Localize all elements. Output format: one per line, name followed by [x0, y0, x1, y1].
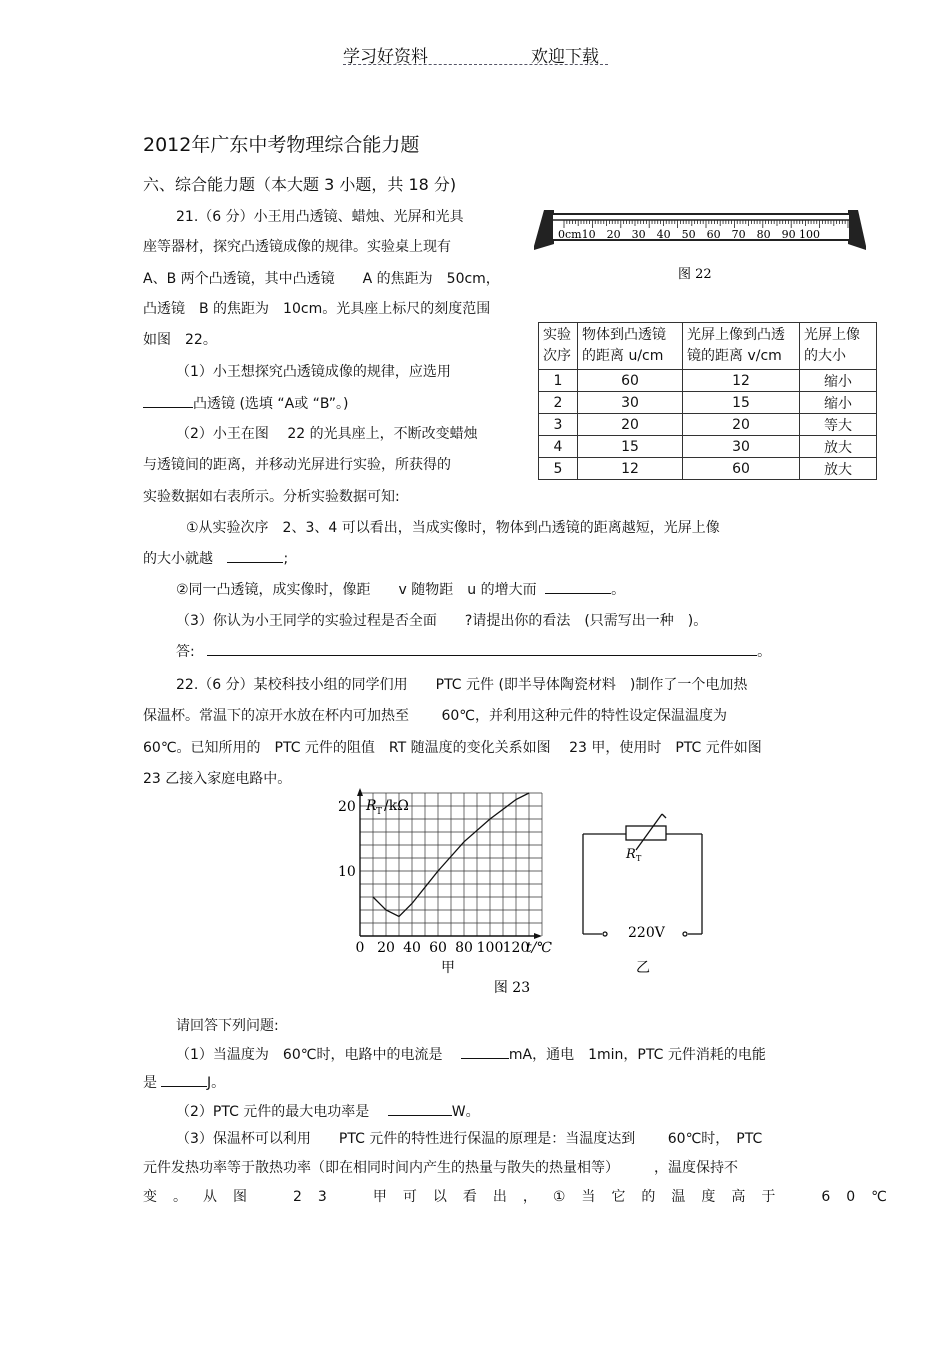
q21-conclusion1-line1: ①从实验次序 2、3、4 可以看出，当成实像时，物体到凸透镜的距离越短，光屏上像 — [186, 520, 720, 536]
y-tick-label: 20 — [338, 799, 356, 815]
q21-part2-line: 与透镜间的距离，并移动光屏进行实验，所获得的 — [143, 457, 451, 473]
q21-c1-text: 的大小就越 — [143, 551, 213, 567]
table-header-cell: 光屏上像到凸透 镜的距离 v/cm — [683, 323, 800, 370]
q22-sub2 — [176, 1101, 480, 1121]
q21-c2-text: ②同一凸透镜，成实像时，像距 v 随物距 u 的增大而 — [176, 582, 537, 598]
q21-conclusion1-line2 — [143, 548, 288, 568]
x-tick-label: 80 — [455, 940, 473, 956]
y-axis-subscript: T — [376, 807, 383, 817]
q21-c1-end: ; — [283, 551, 289, 567]
resistor-subscript: T — [636, 854, 642, 863]
graph-caption: 甲 — [441, 960, 455, 976]
x-tick-label: 40 — [403, 940, 421, 956]
figure22-caption: 图 22 — [678, 267, 712, 282]
x-tick-label: 100 — [476, 940, 504, 956]
q21-line: 凸透镜 B 的焦距为 10cm。光具座上标尺的刻度范围 — [143, 301, 491, 317]
voltage-label: 220V — [628, 925, 665, 941]
answer-end: 。 — [757, 644, 772, 660]
q21-line: 21.（6 分）小王用凸透镜、蜡烛、光屏和光具 — [176, 209, 464, 225]
q22-sub3-line3: 变。从图 23 甲可以看出，①当它的温度高于 60℃ — [143, 1189, 903, 1205]
resistor-label: R — [626, 847, 636, 862]
q22-sub1 — [176, 1044, 766, 1064]
q22-s1-end: J。 — [207, 1075, 226, 1091]
q21-part1-text: 凸透镜 (选填 “A或 “B”。) — [193, 396, 349, 412]
q22-line: 保温杯。常温下的凉开水放在杯内可加热至 60℃，并利用这种元件的特性设定保温温度为 — [143, 708, 727, 724]
q22-sub1-line2 — [143, 1072, 225, 1092]
q21-part2-line: 实验数据如右表所示。分析实验数据可知: — [143, 489, 400, 505]
x-tick-label: 120 — [502, 940, 530, 956]
x-tick-label: 20 — [377, 940, 395, 956]
answer-blank[interactable] — [461, 1044, 509, 1059]
header-right: 欢迎下载 — [531, 47, 599, 67]
table-header-cell: 实验 次序 — [539, 323, 578, 370]
q22-line: 60℃。已知所用的 PTC 元件的阻值 RT 随温度的变化关系如图 23 甲，使用时 PTC 元件如图 — [143, 740, 762, 756]
y-axis-label: R — [366, 798, 377, 814]
table-header-cell: 物体到凸透镜 的距离 u/cm — [578, 323, 683, 370]
x-tick-label: 60 — [429, 940, 447, 956]
table-header-cell: 光屏上像 的大小 — [800, 323, 877, 370]
q22-s2-text: （2）PTC 元件的最大电功率是 — [176, 1104, 370, 1120]
q22-prompt: 请回答下列问题: — [176, 1018, 279, 1034]
section-heading: 六、综合能力题（本大题 3 小题，共 18 分) — [143, 175, 457, 194]
figure23-caption: 图 23 — [493, 980, 531, 996]
circuit-caption: 乙 — [636, 960, 650, 976]
figure23 — [330, 786, 730, 1001]
rt-graph — [338, 788, 552, 976]
answer-blank[interactable] — [143, 393, 193, 408]
table-row: 4 15 30 放大 — [539, 436, 877, 458]
answer-blank[interactable] — [388, 1101, 452, 1116]
q21-part1-line2 — [143, 393, 348, 413]
answer-label: 答: — [176, 644, 195, 660]
answer-blank[interactable] — [545, 579, 611, 594]
q22-sub3-line1: （3）保温杯可以利用 PTC 元件的特性进行保温的原理是：当温度达到 60℃时， PTC — [176, 1131, 763, 1147]
q21-answer-line — [176, 641, 771, 661]
x-tick-label: 0 — [355, 940, 365, 956]
experiment-table — [538, 322, 877, 480]
y-tick-label: 10 — [338, 864, 356, 880]
table-row: 3 20 20 等大 — [539, 414, 877, 436]
answer-blank[interactable] — [227, 548, 283, 563]
optical-bench-figure — [530, 200, 870, 290]
q21-line: 如图 22。 — [143, 332, 217, 348]
ruler-scale-label: 0cm10 20 30 40 50 60 70 80 90 100 — [558, 228, 821, 241]
table-row: 1 60 12 缩小 — [539, 370, 877, 392]
q21-part2-line: （2）小王在图 22 的光具座上，不断改变蜡烛 — [176, 426, 478, 442]
answer-blank[interactable] — [161, 1072, 207, 1087]
header-left: 学习好资料 — [343, 47, 428, 67]
x-axis-label: t/℃ — [526, 940, 553, 956]
page-title: 2012年广东中考物理综合能力题 — [143, 134, 420, 156]
q21-line: A、B 两个凸透镜，其中凸透镜 A 的焦距为 50cm， — [143, 271, 500, 287]
q21-c2-end: 。 — [611, 582, 626, 598]
q22-s1-text2: mA，通电 1min，PTC 元件消耗的电能 — [508, 1047, 766, 1063]
q22-s2-end: W。 — [451, 1104, 480, 1120]
answer-blank[interactable] — [207, 641, 757, 656]
y-axis-unit: /kΩ — [384, 798, 409, 814]
table-row: 5 12 60 放大 — [539, 458, 877, 480]
circuit-diagram — [583, 814, 702, 936]
q22-s1-text3: 是 — [143, 1075, 157, 1091]
q21-part1-line1: （1）小王想探究凸透镜成像的规律，应选用 — [176, 364, 451, 380]
q21-conclusion2 — [176, 579, 625, 599]
q21-part3: （3）你认为小王同学的实验过程是否全面 ?请提出你的看法 (只需写出一种 )。 — [176, 613, 708, 629]
header-divider — [343, 64, 608, 65]
q22-s1-text: （1）当温度为 60℃时，电路中的电流是 — [176, 1047, 443, 1063]
q22-sub3-line2: 元件发热功率等于散热功率（即在相同时间内产生的热量与散失的热量相等） ，温度保持不 — [143, 1160, 738, 1176]
table-row: 2 30 15 缩小 — [539, 392, 877, 414]
q21-line: 座等器材，探究凸透镜成像的规律。实验桌上现有 — [143, 239, 451, 255]
q22-line: 22.（6 分）某校科技小组的同学们用 PTC 元件 (即半导体陶瓷材料 )制作了一个电加热 — [176, 677, 748, 693]
q22-line: 23 乙接入家庭电路中。 — [143, 771, 292, 787]
